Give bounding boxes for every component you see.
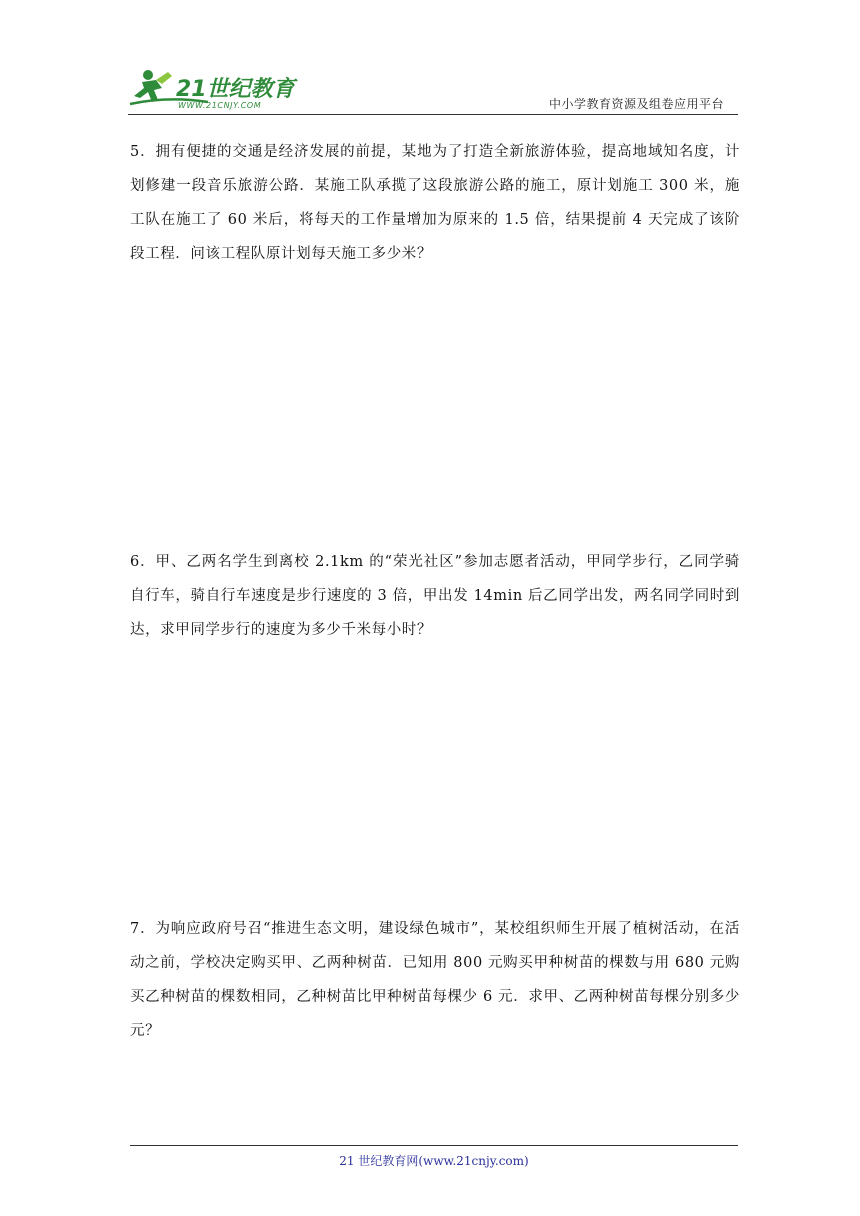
svg-text:21世纪教育: 21世纪教育 [176, 77, 295, 102]
header-divider [128, 114, 738, 115]
page-header [128, 60, 738, 116]
site-logo[interactable] [128, 66, 298, 112]
header-tagline: 中小学教育资源及组卷应用平台 [548, 97, 724, 111]
runner-logo-icon [128, 66, 298, 112]
question-6: 6．甲、乙两名学生到离校 2.1km 的“荣光社区”参加志愿者活动，甲同学步行，乙同学骑自行车，骑自行车速度是步行速度的 3 倍，甲出发 14min 后乙同学出发，两名同学同时到达，求甲同学步行的速度为多少千米每小时？ [130, 554, 740, 638]
footer-link[interactable]: 21 世纪教育网(www.21cnjy.com) [339, 1154, 529, 1168]
footer-divider [130, 1145, 738, 1146]
svg-text:WWW.21CNJY.COM: WWW.21CNJY.COM [178, 101, 262, 110]
question-5: 5．拥有便捷的交通是经济发展的前提，某地为了打造全新旅游体验，提高地域知名度，计划修建一段音乐旅游公路．某施工队承揽了这段旅游公路的施工，原计划施工 300 米，施工队在施工了 60 米后，将每天的工作量增加为原来的 1.5 倍，结果提前 4 天完成了该阶段工程．问该工程队原计划每天施工多少米？ [130, 144, 740, 262]
question-7: 7．为响应政府号召“推进生态文明，建设绿色城市”，某校组织师生开展了植树活动，在活动之前，学校决定购买甲、乙两种树苗．已知用 800 元购买甲种树苗的棵数与用 680 元购买乙种树苗的棵数相同，乙种树苗比甲种树苗每棵少 6 元．求甲、乙两种树苗每棵分别多少元？ [130, 921, 740, 1039]
